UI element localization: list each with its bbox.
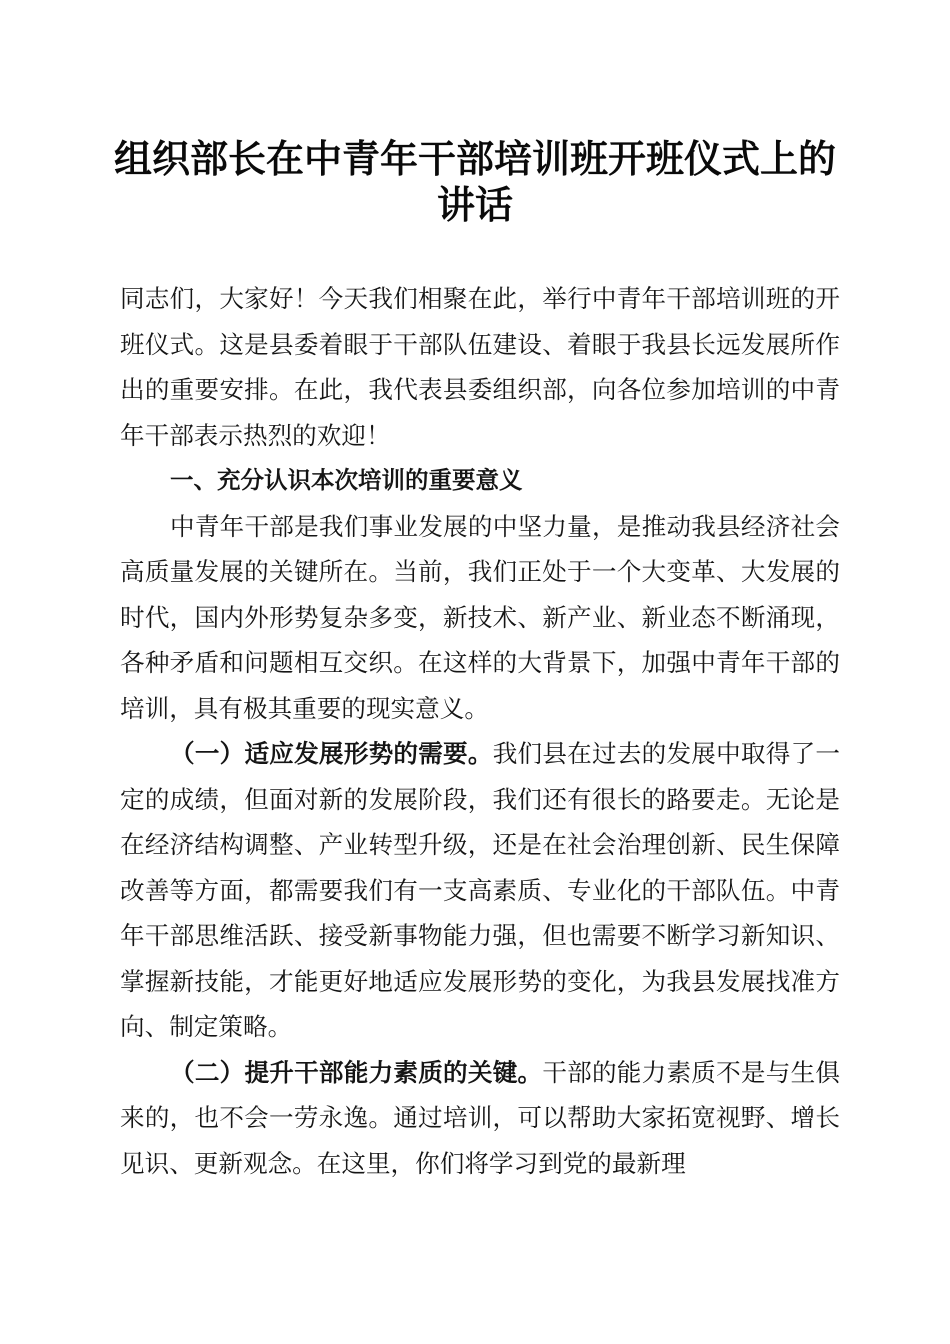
point-one-title: （一）适应发展形势的需要。 — [170, 739, 493, 768]
point-two-title: （二）提升干部能力素质的关键。 — [170, 1057, 543, 1087]
point-one-paragraph — [120, 731, 840, 1050]
document-title: 组织部长在中青年干部培训班开班仪式上的讲话 — [113, 136, 836, 227]
point-one-body: 我们县在过去的发展中取得了一定的成绩，但面对新的发展阶段，我们还有很长的路要走。无论是在经济结构调整、产业转型升级，还是在社会治理创新、民生保障改善等方面，都需要我们有一支高素质、专业化的干部队伍。中青年干部思维活跃、接受新事物能力强，但也需要不断学习新知识、掌握新技能，才能更好地适应发展形势的变化，为我县发展找准方向、制定策略。 — [120, 739, 840, 1041]
document-body — [120, 276, 840, 1186]
section-intro-paragraph: 中青年干部是我们事业发展的中坚力量，是推动我县经济社会高质量发展的关键所在。当前，我们正处于一个大变革、大发展的时代，国内外形势复杂多变，新技术、新产业、新业态不断涌现，各种矛盾和问题相互交织。在这样的大背景下，加强中青年干部的培训，具有极其重要的现实意义。 — [120, 511, 840, 723]
point-two-paragraph — [120, 1050, 840, 1187]
section-heading: 一、充分认识本次培训的重要意义 — [170, 466, 523, 494]
point-two-body: 干部的能力素质不是与生俱来的，也不会一劳永逸。通过培训，可以帮助大家拓宽视野、增长见识、更新观念。在这里，你们将学习到党的最新理 — [120, 1057, 840, 1178]
opening-paragraph: 同志们，大家好！今天我们相聚在此，举行中青年干部培训班的开班仪式。这是县委着眼于干部队伍建设、着眼于我县长远发展所作出的重要安排。在此，我代表县委组织部，向各位参加培训的中青年干部表示热烈的欢迎！ — [120, 284, 840, 450]
